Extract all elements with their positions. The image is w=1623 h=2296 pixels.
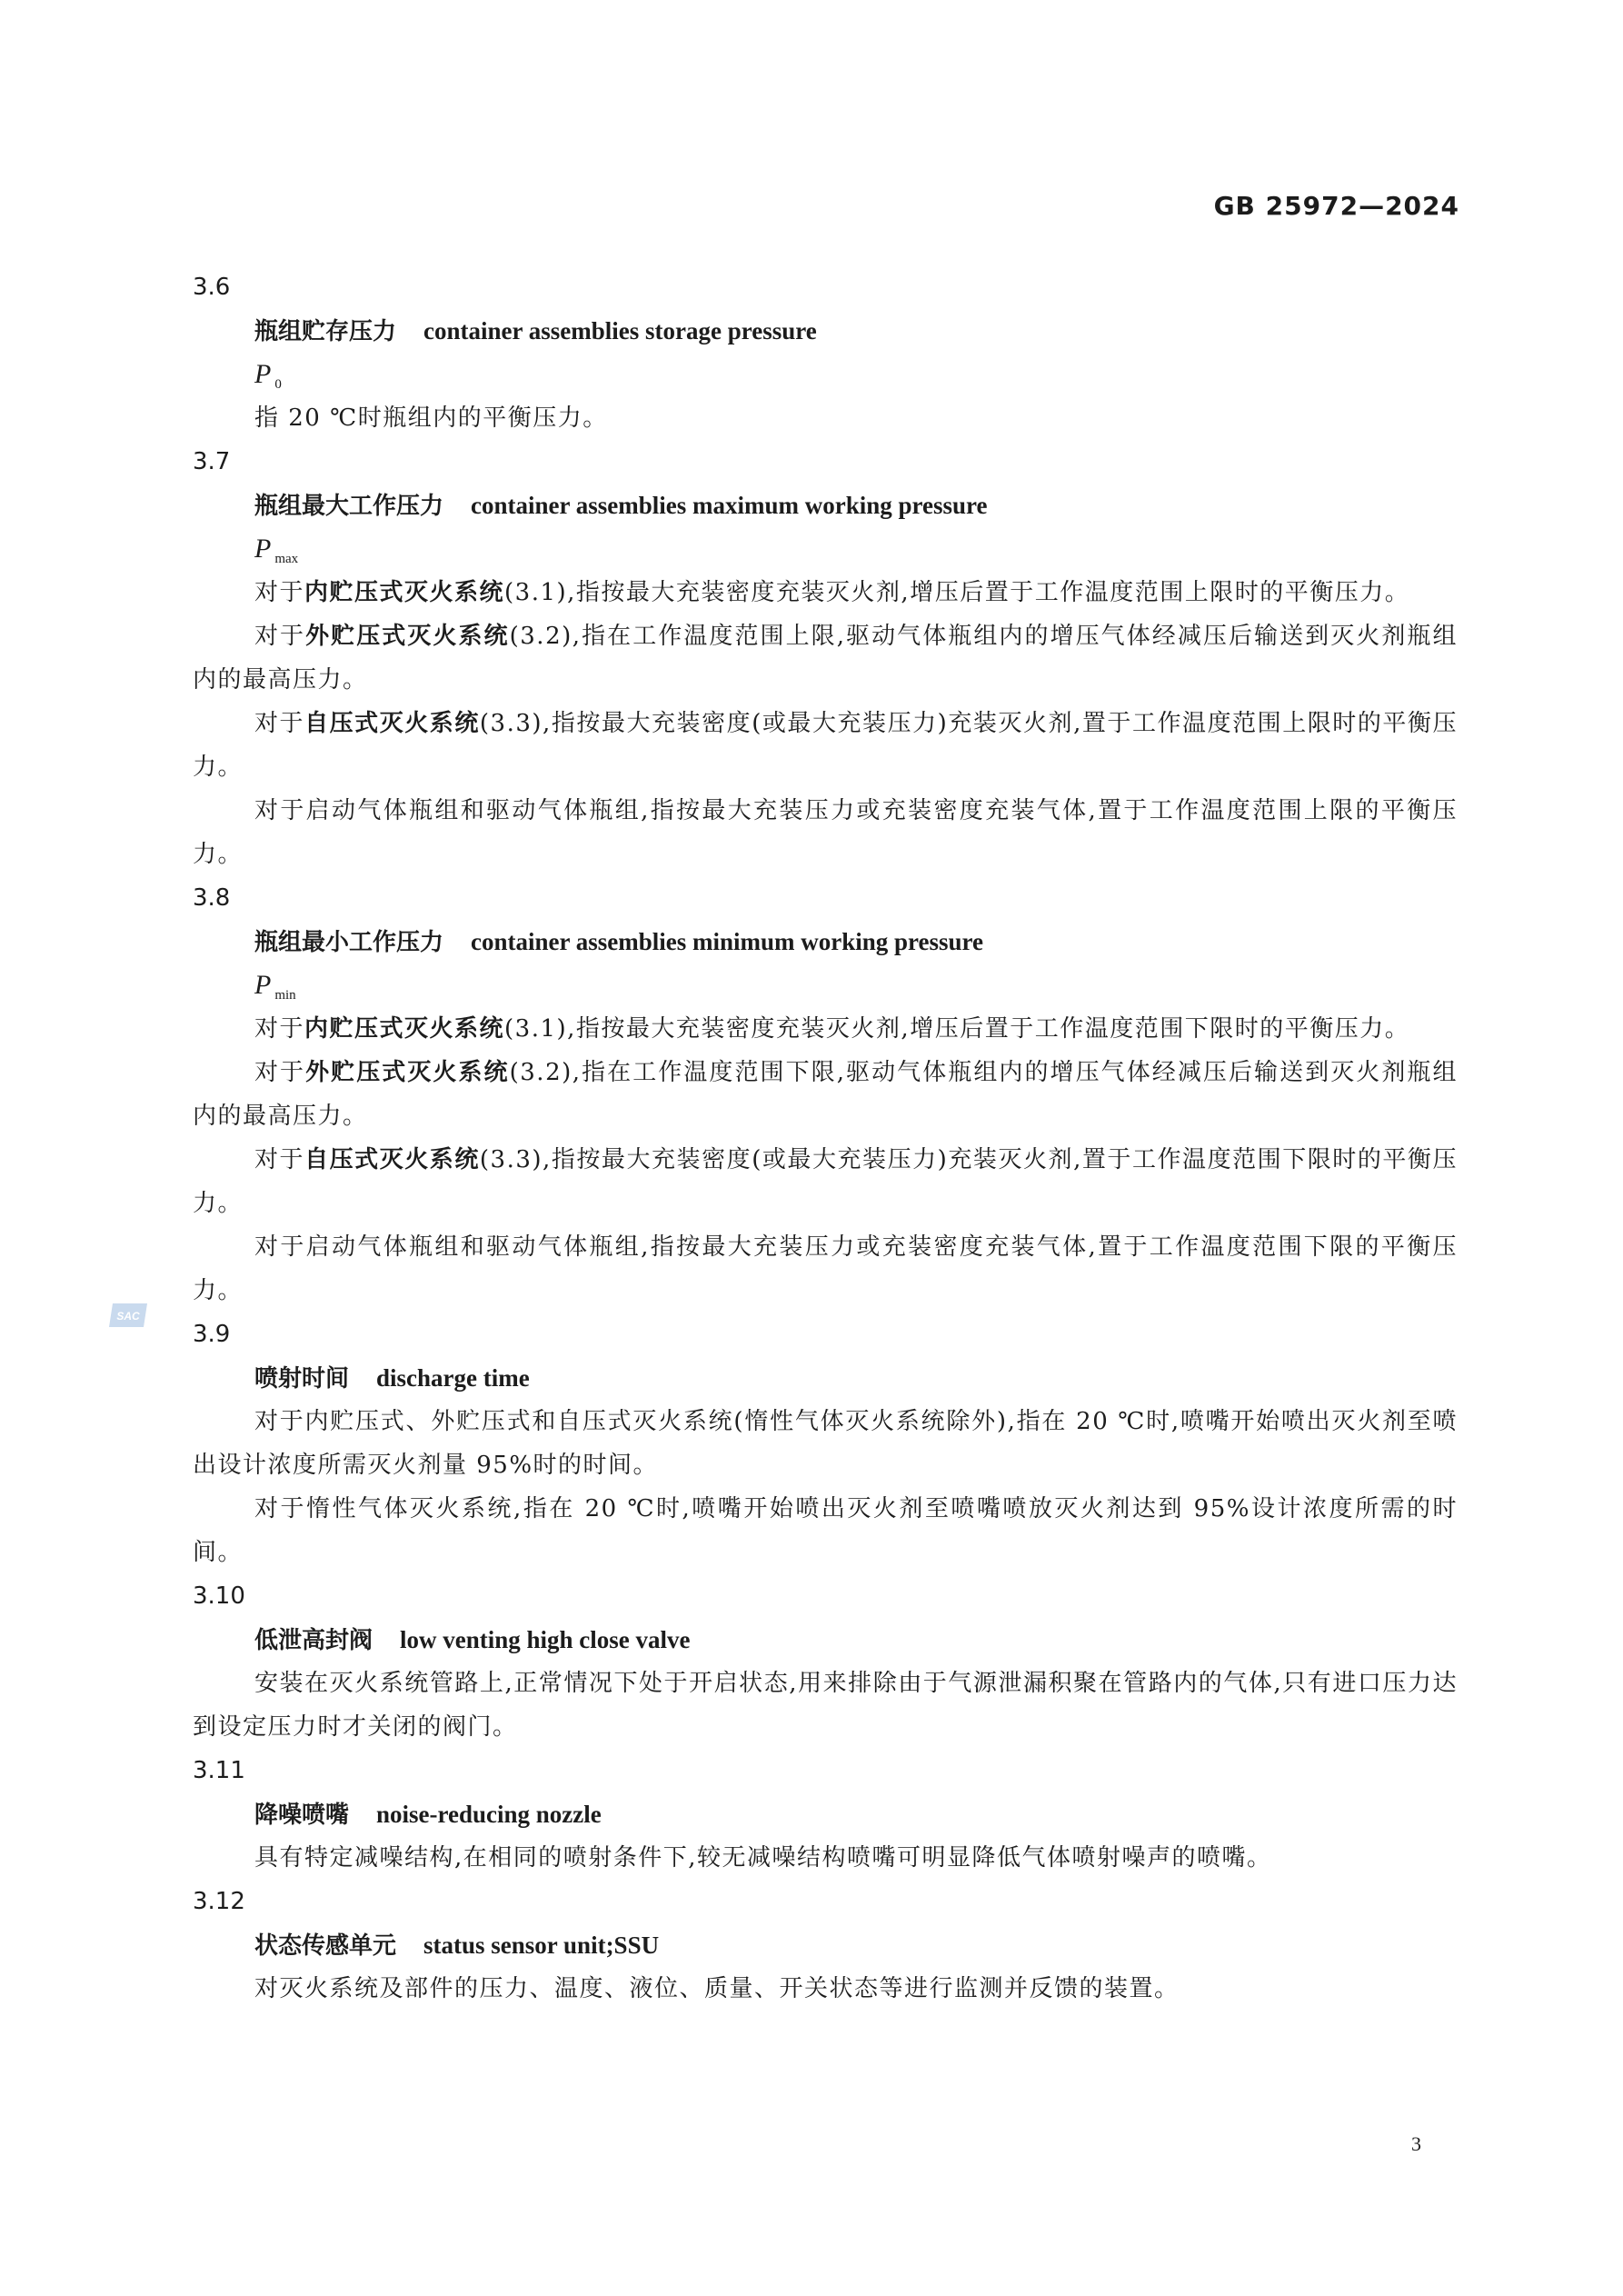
- term-heading: [193, 309, 1458, 353]
- term-symbol: [193, 353, 1458, 396]
- term-entry: [193, 265, 1458, 440]
- page-number: 3: [1411, 2132, 1421, 2155]
- term-entry: [193, 876, 1458, 1313]
- cross-reference-term: 自压式灭火系统: [304, 710, 480, 737]
- term-symbol: [193, 963, 1458, 1007]
- symbol-subscript: min: [274, 988, 296, 1003]
- definition-text: 对于启动气体瓶组和驱动气体瓶组,指按最大充装压力或充装密度充装气体,置于工作温度范围下限的平衡压力。: [193, 1233, 1458, 1304]
- definition-paragraph: [193, 614, 1458, 702]
- definition-paragraph: [193, 1487, 1458, 1574]
- definition-text: 对于: [254, 1146, 305, 1173]
- cross-reference-term: 外贮压式灭火系统: [305, 623, 510, 650]
- symbol-letter: P: [254, 970, 272, 1000]
- definition-text: (3.3),指按最大充装密度(或最大充装压力)充装灭火剂,置于工作温度范围下限时的平衡压力。: [193, 1146, 1458, 1217]
- definition-text: 对于: [254, 579, 305, 606]
- definition-text: (3.2),指在工作温度范围上限,驱动气体瓶组内的增压气体经减压后输送到灭火剂瓶组内的最高压力。: [193, 623, 1458, 694]
- definition-text: 对于: [254, 710, 305, 737]
- term-number: 3.6: [193, 274, 231, 301]
- term-symbol: [193, 527, 1458, 571]
- term-heading: [193, 484, 1458, 527]
- cross-reference-term: 内贮压式灭火系统: [304, 1015, 505, 1043]
- term-chinese: 瓶组最小工作压力: [254, 929, 444, 956]
- term-english: discharge time: [376, 1364, 530, 1392]
- term-chinese: 瓶组最大工作压力: [254, 493, 444, 520]
- definition-text: 指 20 ℃时瓶组内的平衡压力。: [254, 404, 608, 432]
- term-number: 3.12: [193, 1888, 245, 1915]
- definition-text: 对于: [254, 1059, 306, 1086]
- symbol-subscript: 0: [274, 377, 282, 392]
- term-heading: [193, 920, 1458, 963]
- term-entry: [193, 1749, 1458, 1880]
- term-english: container assemblies minimum working pressure: [471, 928, 984, 955]
- term-english: container assemblies storage pressure: [423, 317, 817, 344]
- definition-paragraph: [193, 789, 1458, 876]
- term-chinese: 低泄高封阀: [254, 1627, 373, 1654]
- term-number: 3.11: [193, 1757, 245, 1784]
- definition-text: 对灭火系统及部件的压力、温度、液位、质量、开关状态等进行监测并反馈的装置。: [254, 1975, 1180, 2002]
- definition-paragraph: [193, 1051, 1458, 1138]
- term-entry: [193, 1880, 1458, 2011]
- term-number: 3.10: [193, 1582, 245, 1610]
- symbol-subscript: max: [274, 552, 299, 566]
- term-heading: [193, 1356, 1458, 1400]
- definition-paragraph: [193, 1138, 1458, 1225]
- definition-text: 对于惰性气体灭火系统,指在 20 ℃时,喷嘴开始喷出灭火剂至喷嘴喷放灭火剂达到 95%设计浓度所需的时间。: [193, 1495, 1458, 1566]
- term-number: 3.9: [193, 1321, 231, 1348]
- term-heading: [193, 1923, 1458, 1967]
- term-heading: [193, 1792, 1458, 1836]
- definition-text: 对于: [254, 623, 306, 650]
- definition-text: (3.1),指按最大充装密度充装灭火剂,增压后置于工作温度范围下限时的平衡压力。: [504, 1015, 1410, 1043]
- definition-text: (3.3),指按最大充装密度(或最大充装压力)充装灭火剂,置于工作温度范围上限时的平衡压力。: [193, 710, 1458, 781]
- definition-paragraph: [193, 1007, 1458, 1051]
- definition-paragraph: [193, 1225, 1458, 1313]
- term-english: noise-reducing nozzle: [376, 1801, 602, 1828]
- term-chinese: 状态传感单元: [254, 1932, 397, 1960]
- watermark-text: SAC: [116, 1310, 140, 1323]
- term-entry: [193, 1313, 1458, 1574]
- definition-text: (3.2),指在工作温度范围下限,驱动气体瓶组内的增压气体经减压后输送到灭火剂瓶组内的最高压力。: [193, 1059, 1458, 1130]
- definition-paragraph: [193, 1967, 1458, 2011]
- sac-watermark-logo: [107, 1300, 151, 1331]
- term-english: container assemblies maximum working pressure: [471, 492, 988, 519]
- definition-paragraph: [193, 396, 1458, 440]
- term-entry: [193, 440, 1458, 876]
- cross-reference-term: 外贮压式灭火系统: [305, 1059, 510, 1086]
- definition-text: (3.1),指按最大充装密度充装灭火剂,增压后置于工作温度范围上限时的平衡压力。: [504, 579, 1410, 606]
- cross-reference-term: 内贮压式灭火系统: [304, 579, 505, 606]
- standard-code: GB 25972—2024: [1213, 191, 1459, 221]
- definition-text: 具有特定减噪结构,在相同的喷射条件下,较无减噪结构喷嘴可明显降低气体喷射噪声的喷嘴。: [254, 1844, 1272, 1872]
- term-english: status sensor unit;SSU: [423, 1932, 660, 1959]
- symbol-letter: P: [254, 534, 272, 564]
- cross-reference-term: 自压式灭火系统: [304, 1146, 480, 1173]
- definition-text: 对于: [254, 1015, 305, 1043]
- definition-paragraph: [193, 571, 1458, 614]
- term-number: 3.7: [193, 448, 231, 475]
- symbol-letter: P: [254, 359, 272, 389]
- definition-paragraph: [193, 1400, 1458, 1487]
- term-english: low venting high close valve: [400, 1626, 691, 1653]
- term-heading: [193, 1618, 1458, 1662]
- term-chinese: 喷射时间: [254, 1365, 350, 1393]
- terms-content: [193, 265, 1458, 2011]
- definition-text: 对于内贮压式、外贮压式和自压式灭火系统(惰性气体灭火系统除外),指在 20 ℃时,喷嘴开始喷出灭火剂至喷出设计浓度所需灭火剂量 95%时的时间。: [193, 1408, 1458, 1479]
- definition-paragraph: [193, 702, 1458, 789]
- term-number: 3.8: [193, 884, 231, 912]
- term-entry: [193, 1574, 1458, 1749]
- definition-text: 安装在灭火系统管路上,正常情况下处于开启状态,用来排除由于气源泄漏积聚在管路内的气体,只有进口压力达到设定压力时才关闭的阀门。: [193, 1670, 1458, 1741]
- definition-text: 对于启动气体瓶组和驱动气体瓶组,指按最大充装压力或充装密度充装气体,置于工作温度范围上限的平衡压力。: [193, 797, 1458, 868]
- definition-paragraph: [193, 1836, 1458, 1880]
- definition-paragraph: [193, 1662, 1458, 1749]
- term-chinese: 降噪喷嘴: [254, 1802, 350, 1829]
- term-chinese: 瓶组贮存压力: [254, 318, 397, 345]
